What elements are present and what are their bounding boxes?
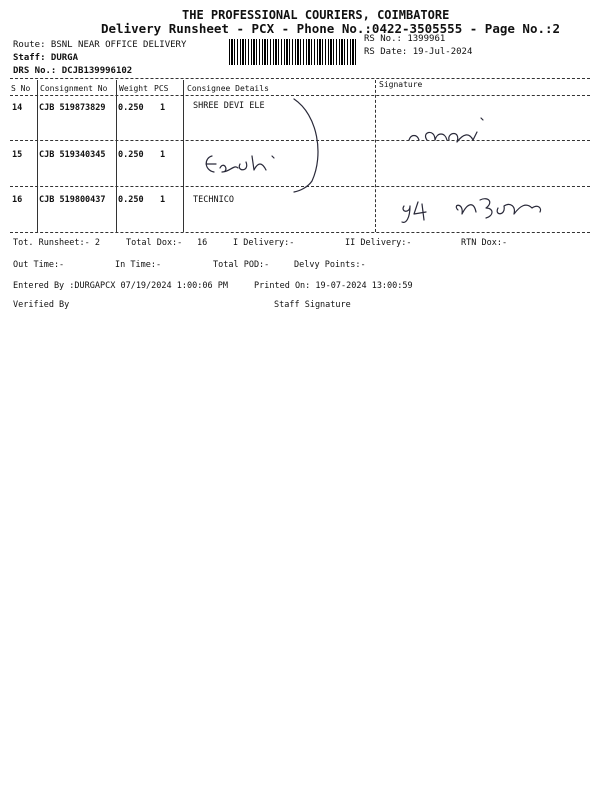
- printed-on: Printed On: 19-07-2024 13:00:59: [254, 281, 413, 291]
- rs-number: RS No.: 1399961: [364, 34, 446, 44]
- column-divider: [183, 80, 184, 232]
- total-dox-label: Total Dox:-: [126, 238, 183, 248]
- barcode-image: [229, 39, 357, 65]
- row-sno: 15: [12, 150, 23, 160]
- i-delivery: I Delivery:-: [233, 238, 295, 248]
- handwritten-bracket-mark: [290, 95, 330, 195]
- table-top-rule: [10, 78, 590, 79]
- row-consignee: TECHNICO: [193, 195, 234, 205]
- rtn-dox: RTN Dox:-: [461, 238, 508, 248]
- route-label: Route: BSNL NEAR OFFICE DELIVERY: [13, 40, 187, 50]
- row-consignment: CJB 519873829: [39, 103, 106, 113]
- col-header-pcs: PCS: [154, 84, 169, 93]
- row-sno: 14: [12, 103, 23, 113]
- entered-by: Entered By :DURGAPCX 07/19/2024 1:00:06 PM: [13, 281, 228, 291]
- row-consignment: CJB 519800437: [39, 195, 106, 205]
- total-dox-value: 16: [197, 238, 208, 248]
- verified-by: Verified By: [13, 300, 70, 310]
- row-consignee: SHREE DEVI ELE: [193, 101, 265, 111]
- company-name: THE PROFESSIONAL COURIERS, COIMBATORE: [182, 8, 450, 22]
- staff-label: Staff: DURGA: [13, 53, 79, 63]
- rs-date: RS Date: 19-Jul-2024: [364, 47, 473, 57]
- out-time: Out Time:-: [13, 260, 65, 270]
- in-time: In Time:-: [115, 260, 162, 270]
- column-divider: [375, 80, 376, 232]
- row-pcs: 1: [160, 150, 166, 160]
- tot-runsheet: Tot. Runsheet:- 2: [13, 238, 100, 248]
- table-bottom-rule: [10, 232, 590, 233]
- column-divider: [116, 80, 117, 232]
- col-header-sno: S No: [11, 84, 31, 93]
- drs-number: DRS No.: DCJB139996102: [13, 66, 133, 76]
- row-pcs: 1: [160, 103, 166, 113]
- col-header-consignment: Consignment No: [40, 84, 108, 93]
- row-weight: 0.250: [118, 150, 144, 160]
- staff-signature: Staff Signature: [274, 300, 351, 310]
- handwritten-signature: [200, 142, 290, 182]
- row-weight: 0.250: [118, 195, 144, 205]
- runsheet-subtitle: Delivery Runsheet - PCX - Phone No.:0422-3505555 - Page No.:2: [101, 21, 561, 36]
- col-header-consignee: Consignee Details: [187, 84, 269, 93]
- row-sno: 16: [12, 195, 23, 205]
- handwritten-signature: [405, 110, 495, 155]
- handwritten-signature: [398, 188, 548, 228]
- total-pod: Total POD:-: [213, 260, 270, 270]
- delvy-points: Delvy Points:-: [294, 260, 366, 270]
- row-weight: 0.250: [118, 103, 144, 113]
- col-header-weight: Weight: [119, 84, 148, 93]
- column-divider: [37, 80, 38, 232]
- row-consignment: CJB 519340345: [39, 150, 106, 160]
- row-pcs: 1: [160, 195, 166, 205]
- ii-delivery: II Delivery:-: [345, 238, 412, 248]
- col-header-signature: Signature: [379, 80, 423, 89]
